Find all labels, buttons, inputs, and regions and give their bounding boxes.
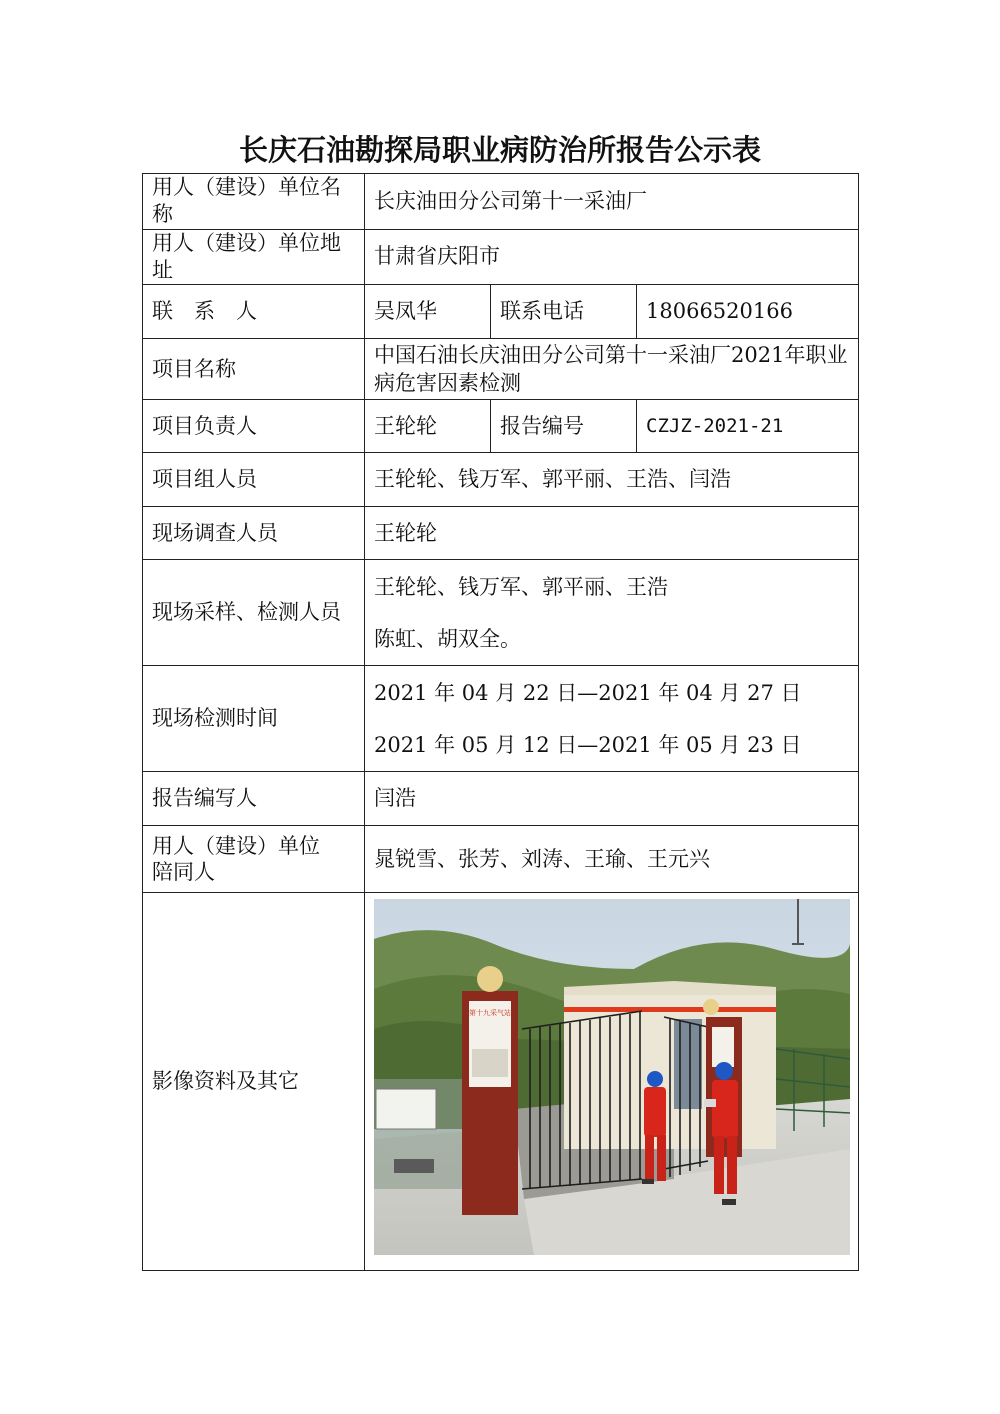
label-project-lead: 项目负责人 bbox=[143, 400, 365, 453]
label-unit-address: 用人（建设）单位地址 bbox=[143, 229, 365, 285]
value-writer: 闫浩 bbox=[365, 772, 859, 826]
site-photo bbox=[374, 899, 850, 1255]
row-sampling bbox=[143, 560, 859, 666]
row-escort bbox=[143, 826, 859, 893]
row-survey bbox=[143, 507, 859, 560]
page-title: 长庆石油勘探局职业病防治所报告公示表 bbox=[238, 133, 761, 167]
label-test-time: 现场检测时间 bbox=[143, 666, 365, 772]
value-team: 王轮轮、钱万军、郭平丽、王浩、闫浩 bbox=[365, 453, 859, 507]
value-escort: 晁锐雪、张芳、刘涛、王瑜、王元兴 bbox=[365, 826, 859, 893]
label-images: 影像资料及其它 bbox=[143, 893, 365, 1271]
test-time-line-1: 2021 年 04 月 22 日—2021 年 04 月 27 日 bbox=[374, 680, 802, 705]
value-unit-address: 甘肃省庆阳市 bbox=[365, 229, 859, 285]
row-team bbox=[143, 453, 859, 507]
sampling-line-1: 王轮轮、钱万军、郭平丽、王浩 bbox=[374, 574, 668, 599]
sampling-line-2: 陈虹、胡双全。 bbox=[374, 626, 521, 651]
value-phone: 18066520166 bbox=[637, 285, 859, 339]
label-escort-line-1: 用人（建设）单位 bbox=[152, 834, 320, 859]
value-sampling bbox=[365, 560, 859, 666]
label-phone: 联系电话 bbox=[491, 285, 637, 339]
value-survey: 王轮轮 bbox=[365, 507, 859, 560]
label-team: 项目组人员 bbox=[143, 453, 365, 507]
label-survey: 现场调查人员 bbox=[143, 507, 365, 560]
label-escort-line-2: 陪同人 bbox=[152, 860, 215, 885]
value-project-lead: 王轮轮 bbox=[365, 400, 491, 453]
value-project-name: 中国石油长庆油田分公司第十一采油厂2021年职业病危害因素检测 bbox=[365, 339, 859, 400]
label-report-no: 报告编号 bbox=[491, 400, 637, 453]
station-sign: 第十九采气站 bbox=[468, 1008, 511, 1017]
row-project-lead bbox=[143, 400, 859, 453]
row-writer bbox=[143, 772, 859, 826]
label-contact: 联 系 人 bbox=[143, 285, 365, 339]
label-writer: 报告编写人 bbox=[143, 772, 365, 826]
label-sampling: 现场采样、检测人员 bbox=[143, 560, 365, 666]
image-cell bbox=[365, 893, 859, 1271]
row-images bbox=[143, 893, 859, 1271]
value-report-no: CZJZ-2021-21 bbox=[637, 400, 859, 453]
row-test-time bbox=[143, 666, 859, 772]
value-contact: 吴凤华 bbox=[365, 285, 491, 339]
label-escort bbox=[143, 826, 365, 893]
value-test-time bbox=[365, 666, 859, 772]
row-unit-name bbox=[143, 174, 859, 230]
row-unit-address bbox=[143, 229, 859, 285]
value-unit-name: 长庆油田分公司第十一采油厂 bbox=[365, 174, 859, 230]
row-contact bbox=[143, 285, 859, 339]
label-project-name: 项目名称 bbox=[143, 339, 365, 400]
row-project-name bbox=[143, 339, 859, 400]
test-time-line-2: 2021 年 05 月 12 日—2021 年 05 月 23 日 bbox=[374, 732, 802, 757]
report-table bbox=[142, 173, 859, 1271]
label-unit-name: 用人（建设）单位名称 bbox=[143, 174, 365, 230]
